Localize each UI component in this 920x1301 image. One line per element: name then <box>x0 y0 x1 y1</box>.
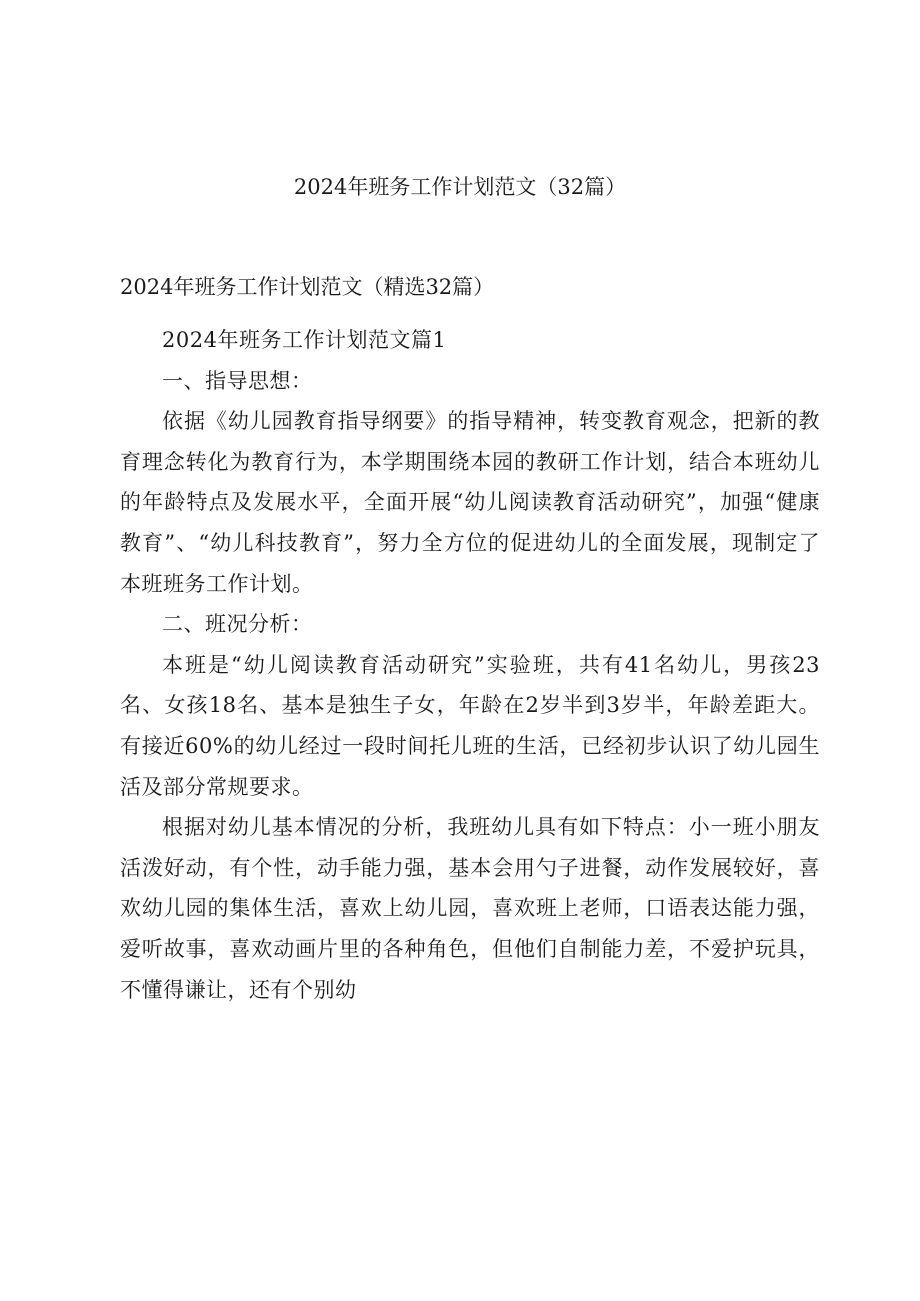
heading-guiding-ideology: 一、指导思想： <box>162 368 313 393</box>
paragraph-guiding-ideology: 依据《幼儿园教育指导纲要》的指导精神，转变教育观念，把新的教育理念转化为教育行为，本学期围绕本园的教研工作计划，结合本班幼儿的年龄特点及发展水平，全面开展“幼儿阅读教育活动研究”，加强“健康教育”、“幼儿科技教育”，努力全方位的促进幼儿的全面发展，现制定了本班班务工作计划。 <box>120 409 820 596</box>
document-body <box>120 320 820 1010</box>
document-title: 2024年班务工作计划范文（32篇） <box>293 175 627 199</box>
section-heading: 2024年班务工作计划范文篇1 <box>162 328 447 352</box>
document-subtitle: 2024年班务工作计划范文（精选32篇） <box>120 275 495 299</box>
paragraph-class-analysis: 本班是“幼儿阅读教育活动研究”实验班，共有41名幼儿，男孩23名、女孩18名、基本是独生子女，年龄在2岁半到3岁半，年龄差距大。有接近60%的幼儿经过一段时间托儿班的生活，已经初步认识了幼儿园生活及部分常规要求。 <box>120 652 820 799</box>
heading-class-analysis: 二、班况分析： <box>162 612 313 637</box>
paragraph-class-characteristics: 根据对幼儿基本情况的分析，我班幼儿具有如下特点：小一班小朋友活泼好动，有个性，动手能力强，基本会用勺子进餐，动作发展较好，喜欢幼儿园的集体生活，喜欢上幼儿园，喜欢班上老师，口语表达能力强，爱听故事，喜欢动画片里的各种角色，但他们自制能力差，不爱护玩具，不懂得谦让，还有个别幼 <box>120 815 820 1002</box>
